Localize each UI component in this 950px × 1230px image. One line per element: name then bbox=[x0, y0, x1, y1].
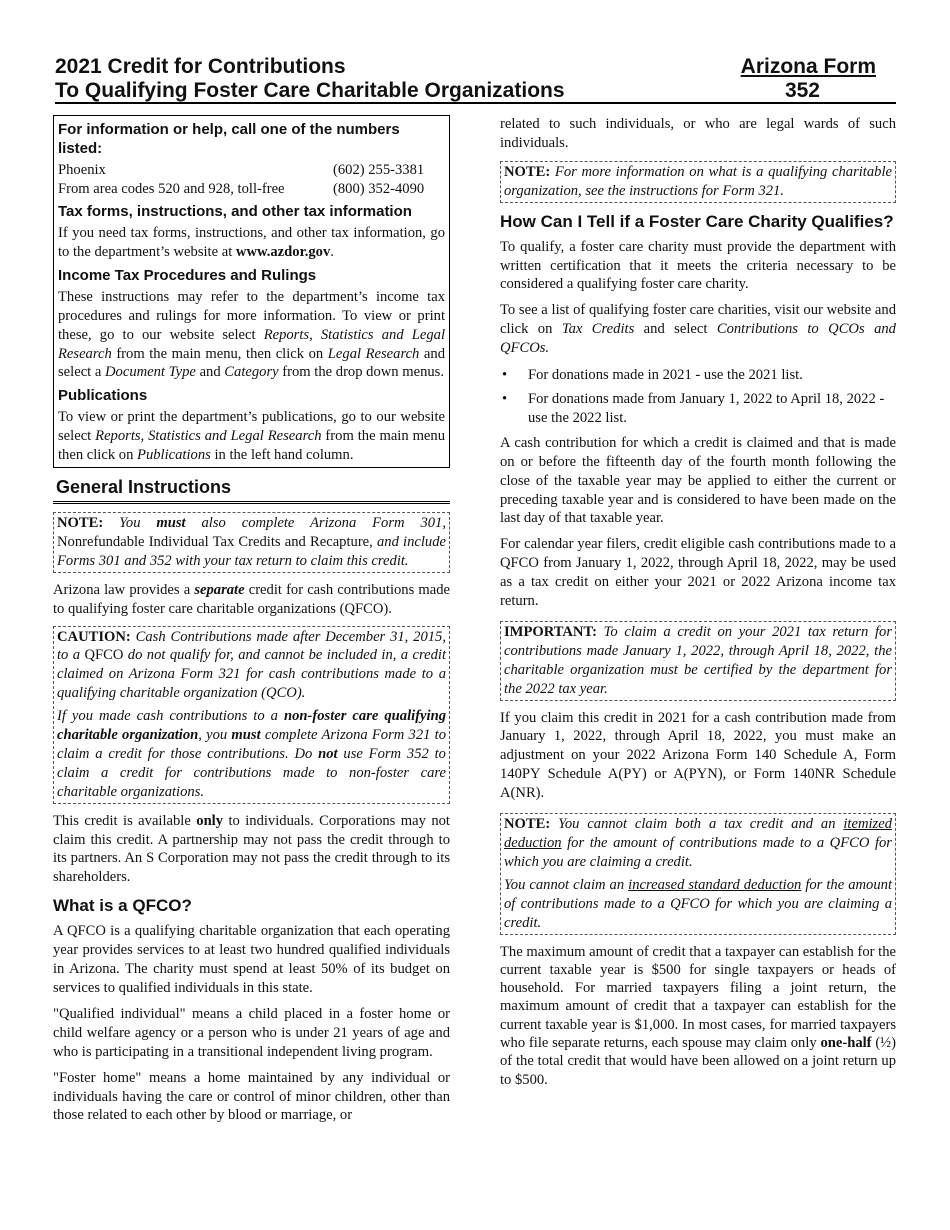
phone-label: Phoenix bbox=[58, 162, 106, 178]
publications-heading: Publications bbox=[58, 387, 148, 405]
website-link[interactable]: www.azdor.gov bbox=[235, 243, 331, 260]
note-deductions: NOTE: You cannot claim both a tax credit and an itemized deduction for the amount of contributions made to a QFCO for which you are claiming a credit. You cannot claim an increased standard deduction for the amount of contributions made to a QFCO for which you are claiming a credit. bbox=[500, 813, 896, 934]
qfco-heading: What is a QFCO? bbox=[53, 896, 192, 916]
form-number: 352 bbox=[784, 79, 820, 102]
maximum-credit-text: The maximum amount of credit that a taxpayer can establish for the current taxable year is $500 for single taxpayers or heads of household. For married taxpayers filing a joint return, the maximum amount of credit that a taxpayer can establish for the current taxable year is $1,000. In most cases, for married taxpayers who file separate returns, each spouse may claim only one-half (½) of the total credit that would have been allowed on a joint return up to $500. bbox=[500, 943, 896, 1088]
foster-home-definition: "Foster home" means a home maintained by any individual or individuals having the care or control of minor children, other than those related to each other by blood or marriage, or bbox=[53, 1069, 450, 1124]
forms-heading: Tax forms, instructions, and other tax information bbox=[58, 203, 412, 220]
important-box: IMPORTANT: To claim a credit on your 2021 tax return for contributions made January 1, 2022, through April 18, 2022, the charitable organization must be certified by the department for the 2022 tax year. bbox=[500, 621, 896, 701]
phone-label: From area codes 520 and 928, toll-free bbox=[58, 181, 285, 197]
foster-home-continued: related to such individuals, or who are legal wards of such individuals. bbox=[500, 116, 896, 151]
phone-number: (800) 352-4090 bbox=[333, 181, 425, 197]
list-item: • For donations made from January 1, 2022 to April 18, 2022 - use the 2022 list. bbox=[528, 390, 896, 428]
qualifies-heading: How Can I Tell if a Foster Care Charity Qualifies? bbox=[500, 211, 894, 231]
qfco-definition: A QFCO is a qualifying charitable organization that each operating year provides services to at least two hundred qualified individuals in Arizona. The charity must spend at least 50% of its budget on services to qualified individuals in this state. bbox=[53, 923, 450, 996]
calendar-year-text: For calendar year filers, credit eligible cash contributions made to a QFCO from January 1, 2022, through April 18, 2022, may be used as a tax credit on either your 2021 or 2022 Arizona income tax return. bbox=[500, 536, 896, 610]
phone-row-phoenix bbox=[58, 161, 445, 180]
note-qualifying-org: NOTE: For more information on what is a qualifying charitable organization, see the instructions for Form 321. bbox=[500, 161, 896, 203]
qualify-text: To qualify, a foster care charity must provide the department with written certification that it meets the criteria necessary to be considered a qualifying foster care charity. bbox=[500, 238, 896, 293]
adjustment-text: If you claim this credit in 2021 for a cash contribution made from January 1, 2022, through April 18, 2022, you must make an adjustment on your 2022 Arizona Form 140 Schedule A, Form 140PY Schedule A(PY) or A(PYN), or Form 140NR Schedule A(NR). bbox=[500, 709, 896, 802]
forms-text: If you need tax forms, instructions, and other tax information, go to the department’s website at www.azdor.gov. bbox=[58, 225, 445, 260]
general-instructions-title: General Instructions bbox=[53, 476, 450, 504]
cash-contribution-text: A cash contribution for which a credit is claimed and that is made on or before the fifteenth day of the fourth month following the close of the taxable year may be applied to either the current or preceding taxable year and is considered to have been made on the last day of that taxable year. bbox=[500, 434, 896, 527]
qualified-individual-definition: "Qualified individual" means a child placed in a foster home or child welfare agency or a person who is under 21 years of age and who is participating in a transitional independent living program. bbox=[53, 1005, 450, 1060]
donation-list bbox=[500, 366, 896, 428]
info-box-title: For information or help, call one of the numbers listed: bbox=[58, 121, 400, 157]
page-header bbox=[55, 55, 896, 104]
title-line-2: To Qualifying Foster Care Charitable Organizations bbox=[55, 79, 565, 102]
rulings-text: These instructions may refer to the department’s income tax procedures and rulings for more information. To view or print these, go to our website select Reports, Statistics and Legal Research from the main menu, then click on Legal Research and select a Document Type and Category from the drop down menus. bbox=[58, 288, 445, 381]
form-label: Arizona Form bbox=[740, 55, 876, 78]
rulings-heading: Income Tax Procedures and Rulings bbox=[58, 266, 317, 284]
info-box bbox=[53, 115, 450, 468]
publications-text: To view or print the department’s publications, go to our website select Reports, Statistics and Legal Research from the main menu then click on Publications in the left hand column. bbox=[58, 409, 445, 464]
list-item: • For donations made in 2021 - use the 2021 list. bbox=[528, 366, 896, 385]
note-form-301: NOTE: You must also complete Arizona Form 301, Nonrefundable Individual Tax Credits and Recapture, and include Forms 301 and 352 with your tax return to claim this credit. bbox=[53, 512, 450, 573]
individuals-only-text: This credit is available only to individuals. Corporations may not claim this credit. A partnership may not pass the credit through to its partners. An S Corporation may not pass the credit through to its shareholders. bbox=[53, 812, 450, 886]
caution-box: CAUTION: Cash Contributions made after December 31, 2015, to a QFCO do not qualify for, and cannot be included in, a credit claimed on Arizona Form 321 for cash contributions made to a qualifying charitable organization (QCO). If you made cash contributions to a non-foster care qualifying charitable organization, you must complete Arizona Form 321 to claim a credit for those contributions. Do not use Form 352 to claim a credit for contributions made to non-foster care charitable organizations. bbox=[53, 626, 450, 804]
phone-number: (602) 255-3381 bbox=[333, 162, 425, 178]
title-line-1: 2021 Credit for Contributions bbox=[55, 55, 346, 78]
phone-row-tollfree bbox=[58, 180, 445, 199]
left-column bbox=[53, 115, 450, 1132]
list-text: To see a list of qualifying foster care charities, visit our website and click on Tax Credits and select Contributions to QCOs and QFCOs. bbox=[500, 302, 896, 357]
separate-credit-text: Arizona law provides a separate credit for cash contributions made to qualifying foster care charitable organizations (QFCO). bbox=[53, 581, 451, 617]
right-column bbox=[500, 115, 896, 1096]
